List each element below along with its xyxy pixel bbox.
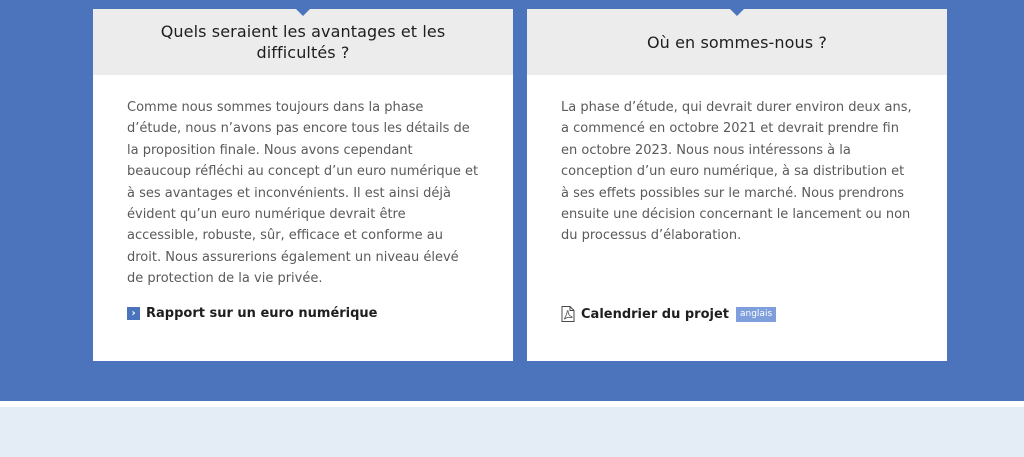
card-status bbox=[527, 9, 947, 361]
card-advantages bbox=[93, 9, 513, 361]
report-link-label: Rapport sur un euro numérique bbox=[146, 306, 378, 321]
card-body bbox=[527, 75, 947, 247]
card-header bbox=[93, 9, 513, 75]
calendar-link[interactable] bbox=[561, 306, 776, 322]
pdf-icon bbox=[561, 306, 575, 322]
chevron-right-icon: › bbox=[127, 307, 140, 320]
calendar-link-label: Calendrier du projet bbox=[581, 306, 729, 322]
card-notch bbox=[296, 9, 310, 16]
card-header bbox=[527, 9, 947, 75]
card-notch bbox=[730, 9, 744, 16]
card-body bbox=[93, 75, 513, 290]
card-text: La phase d’étude, qui devrait durer environ deux ans, a commencé en octobre 2021 et devrait prendre fin en octobre 2023. Nous nous intéressons à la conception d’un euro numérique, à sa distribution et à ses effets possibles sur le marché. Nous prendrons ensuite une décision concernant le lancement ou non du processus d’élaboration. bbox=[561, 100, 912, 244]
card-title: Où en sommes-nous ? bbox=[646, 32, 828, 52]
card-text: Comme nous sommes toujours dans la phase d’étude, nous n’avons pas encore tous les détails de la proposition finale. Nous avons cependant beaucoup réfléchi au concept d’un euro numérique et à ses avantages et inconvénients. Il est ainsi déjà évident qu’un euro numérique devrait être accessible, robuste, sûr, efficace et conforme au droit. Nous assurerions également un niveau élevé de protection de la vie privée. bbox=[127, 100, 479, 287]
lower-section bbox=[0, 407, 1024, 457]
language-badge: anglais bbox=[736, 307, 776, 322]
report-link[interactable] bbox=[127, 306, 378, 321]
card-title: Quels seraient les avantages et les difficultés ? bbox=[160, 22, 446, 62]
